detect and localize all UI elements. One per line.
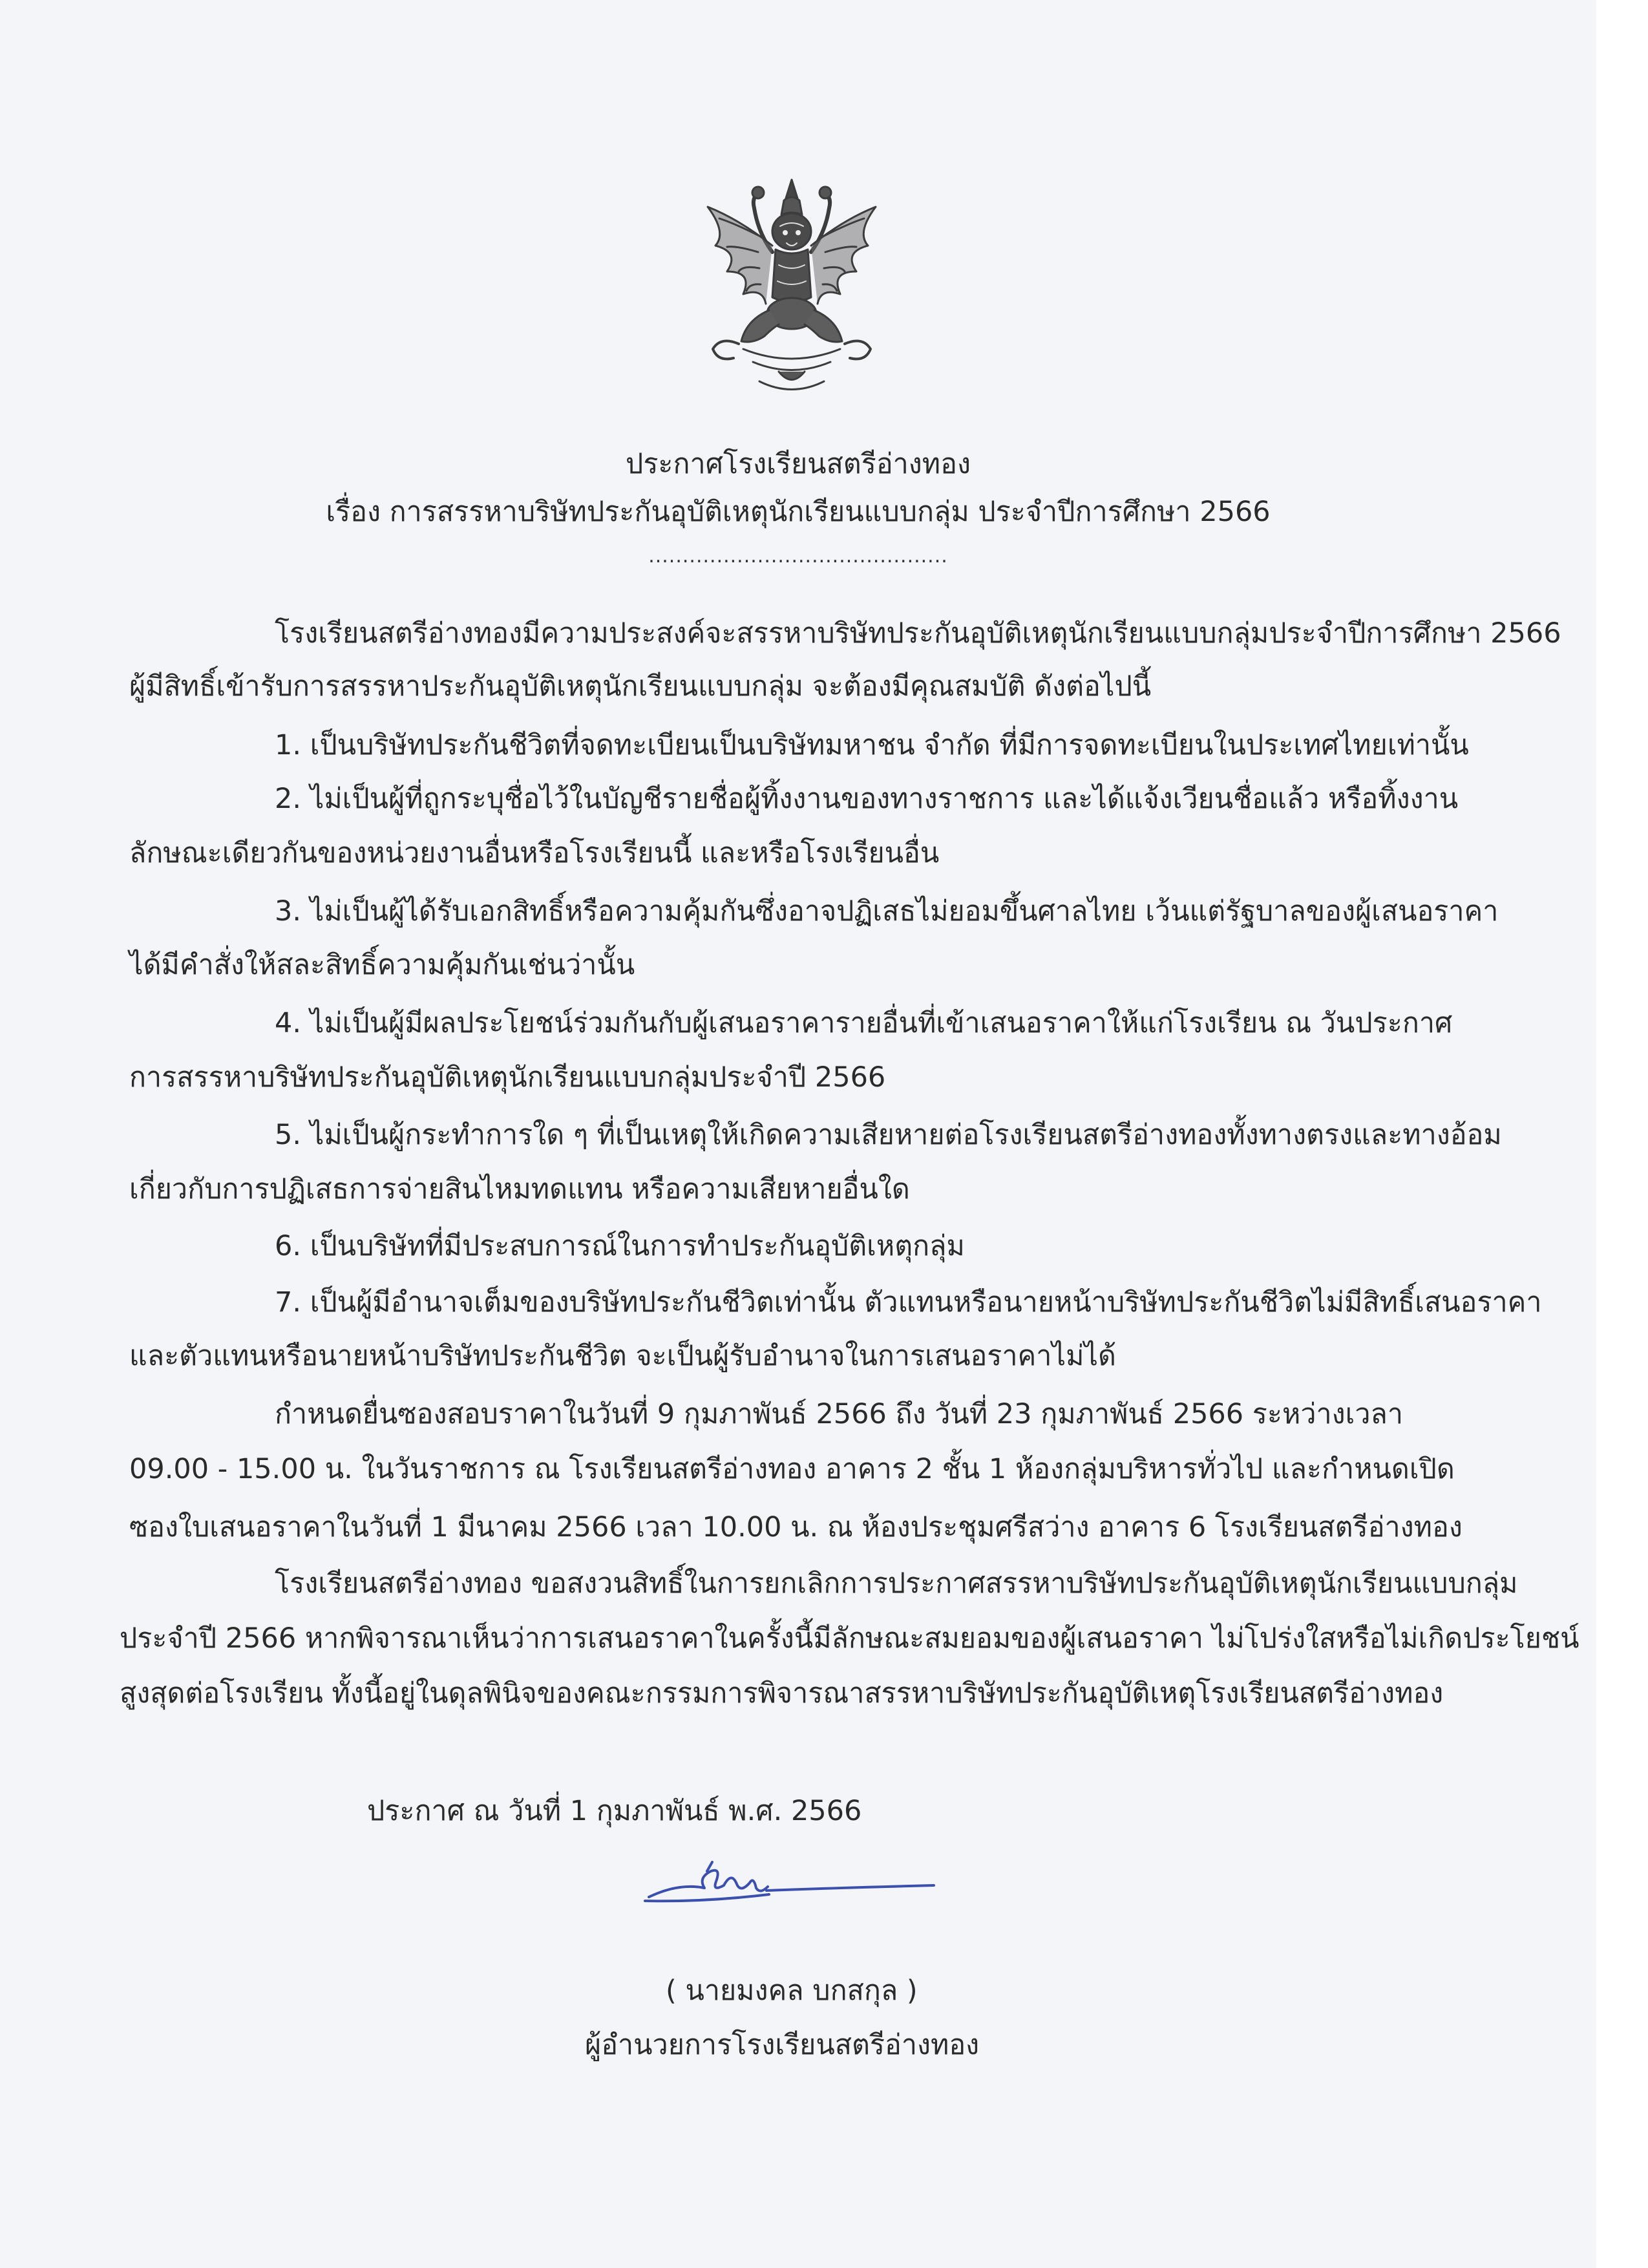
requirement-item-1: 1. เป็นบริษัทประกันชีวิตที่จดทะเบียนเป็นบริษัทมหาชน จำกัด ที่มีการจดทะเบียนในประเทศไทยเท่านั้น: [275, 729, 1469, 761]
requirement-item-2-cont: ลักษณะเดียวกันของหน่วยงานอื่นหรือโรงเรียนนี้ และหรือโรงเรียนอื่น: [129, 837, 940, 869]
signature-icon: [640, 1845, 937, 1916]
intro-paragraph-line-1: โรงเรียนสตรีอ่างทองมีความประสงค์จะสรรหาบริษัทประกันอุบัติเหตุนักเรียนแบบกลุ่มประจำปีการศึกษา 2566: [275, 617, 1561, 650]
announcement-date: ประกาศ ณ วันที่ 1 กุมภาพันธ์ พ.ศ. 2566: [367, 1795, 862, 1827]
requirement-item-6: 6. เป็นบริษัทที่มีประสบการณ์ในการทำประกันอุบัติเหตุกลุ่ม: [275, 1230, 965, 1262]
requirement-item-7: 7. เป็นผู้มีอำนาจเต็มของบริษัทประกันชีวิตเท่านั้น ตัวแทนหรือนายหน้าบริษัทประกันชีวิตไม่มีสิทธิ์เสนอราคา: [275, 1286, 1542, 1319]
document-title: ประกาศโรงเรียนสตรีอ่างทอง: [626, 448, 971, 480]
header-separator: ............................................: [648, 545, 948, 567]
requirement-item-4: 4. ไม่เป็นผู้มีผลประโยชน์ร่วมกันกับผู้เสนอราคารายอื่นที่เข้าเสนอราคาให้แก่โรงเรียน ณ วันประกาศ: [275, 1007, 1453, 1039]
reservation-paragraph-line-3: สูงสุดต่อโรงเรียน ทั้งนี้อยู่ในดุลพินิจของคณะกรรมการพิจารณาสรรหาบริษัทประกันอุบัติเหตุโรงเรียนสตรีอ่างทอง: [120, 1677, 1444, 1710]
signer-title: ผู้อำนวยการโรงเรียนสตรีอ่างทอง: [585, 2029, 980, 2061]
requirement-item-2: 2. ไม่เป็นผู้ที่ถูกระบุชื่อไว้ในบัญชีรายชื่อผู้ทิ้งงานของทางราชการ และได้แจ้งเวียนชื่อแล้ว หรือทิ้งงาน: [275, 783, 1459, 815]
garuda-emblem-icon: [682, 175, 902, 401]
document-subject: เรื่อง การสรรหาบริษัทประกันอุบัติเหตุนักเรียนแบบกลุ่ม ประจำปีการศึกษา 2566: [326, 496, 1271, 528]
scan-edge: [1596, 0, 1648, 2268]
requirement-item-7-cont: และตัวแทนหรือนายหน้าบริษัทประกันชีวิต จะเป็นผู้รับอำนาจในการเสนอราคาไม่ได้: [129, 1340, 1116, 1372]
reservation-paragraph-line-1: โรงเรียนสตรีอ่างทอง ขอสงวนสิทธิ์ในการยกเลิกการประกาศสรรหาบริษัทประกันอุบัติเหตุนักเรียนแบบกลุ่ม: [275, 1567, 1518, 1600]
deadline-paragraph-line-2: 09.00 - 15.00 น. ในวันราชการ ณ โรงเรียนสตรีอ่างทอง อาคาร 2 ชั้น 1 ห้องกลุ่มบริหารทั่วไป และกำหนดเปิด: [129, 1453, 1455, 1485]
intro-paragraph-line-2: ผู้มีสิทธิ์เข้ารับการสรรหาประกันอุบัติเหตุนักเรียนแบบกลุ่ม จะต้องมีคุณสมบัติ ดังต่อไปนี้: [129, 670, 1152, 703]
requirement-item-4-cont: การสรรหาบริษัทประกันอุบัติเหตุนักเรียนแบบกลุ่มประจำปี 2566: [129, 1061, 886, 1094]
requirement-item-5-cont: เกี่ยวกับการปฏิเสธการจ่ายสินไหมทดแทน หรือความเสียหายอื่นใด: [129, 1173, 910, 1205]
requirement-item-5: 5. ไม่เป็นผู้กระทำการใด ๆ ที่เป็นเหตุให้เกิดความเสียหายต่อโรงเรียนสตรีอ่างทองทั้งทางตรงและทางอ้อม: [275, 1119, 1502, 1151]
requirement-item-3: 3. ไม่เป็นผู้ได้รับเอกสิทธิ์หรือความคุ้มกันซึ่งอาจปฏิเสธไม่ยอมขึ้นศาลไทย เว้นแต่รัฐบาลของผู้เสนอราคา: [275, 895, 1499, 927]
requirement-item-3-cont: ได้มีคำสั่งให้สละสิทธิ์ความคุ้มกันเช่นว่านั้น: [129, 949, 635, 981]
reservation-paragraph-line-2: ประจำปี 2566 หากพิจารณาเห็นว่าการเสนอราคาในครั้งนี้มีลักษณะสมยอมของผู้เสนอราคา ไม่โปร่งใสหรือไม่เกิดประโยชน์: [120, 1622, 1579, 1655]
deadline-paragraph-line-1: กำหนดยื่นซองสอบราคาในวันที่ 9 กุมภาพันธ์ 2566 ถึง วันที่ 23 กุมภาพันธ์ 2566 ระหว่างเวลา: [275, 1398, 1403, 1430]
signer-name: ( นายมงคล บกสกุล ): [666, 1975, 918, 2007]
deadline-paragraph-line-3: ซองใบเสนอราคาในวันที่ 1 มีนาคม 2566 เวลา 10.00 น. ณ ห้องประชุมศรีสว่าง อาคาร 6 โรงเรียนสตรีอ่างทอง: [129, 1511, 1463, 1543]
